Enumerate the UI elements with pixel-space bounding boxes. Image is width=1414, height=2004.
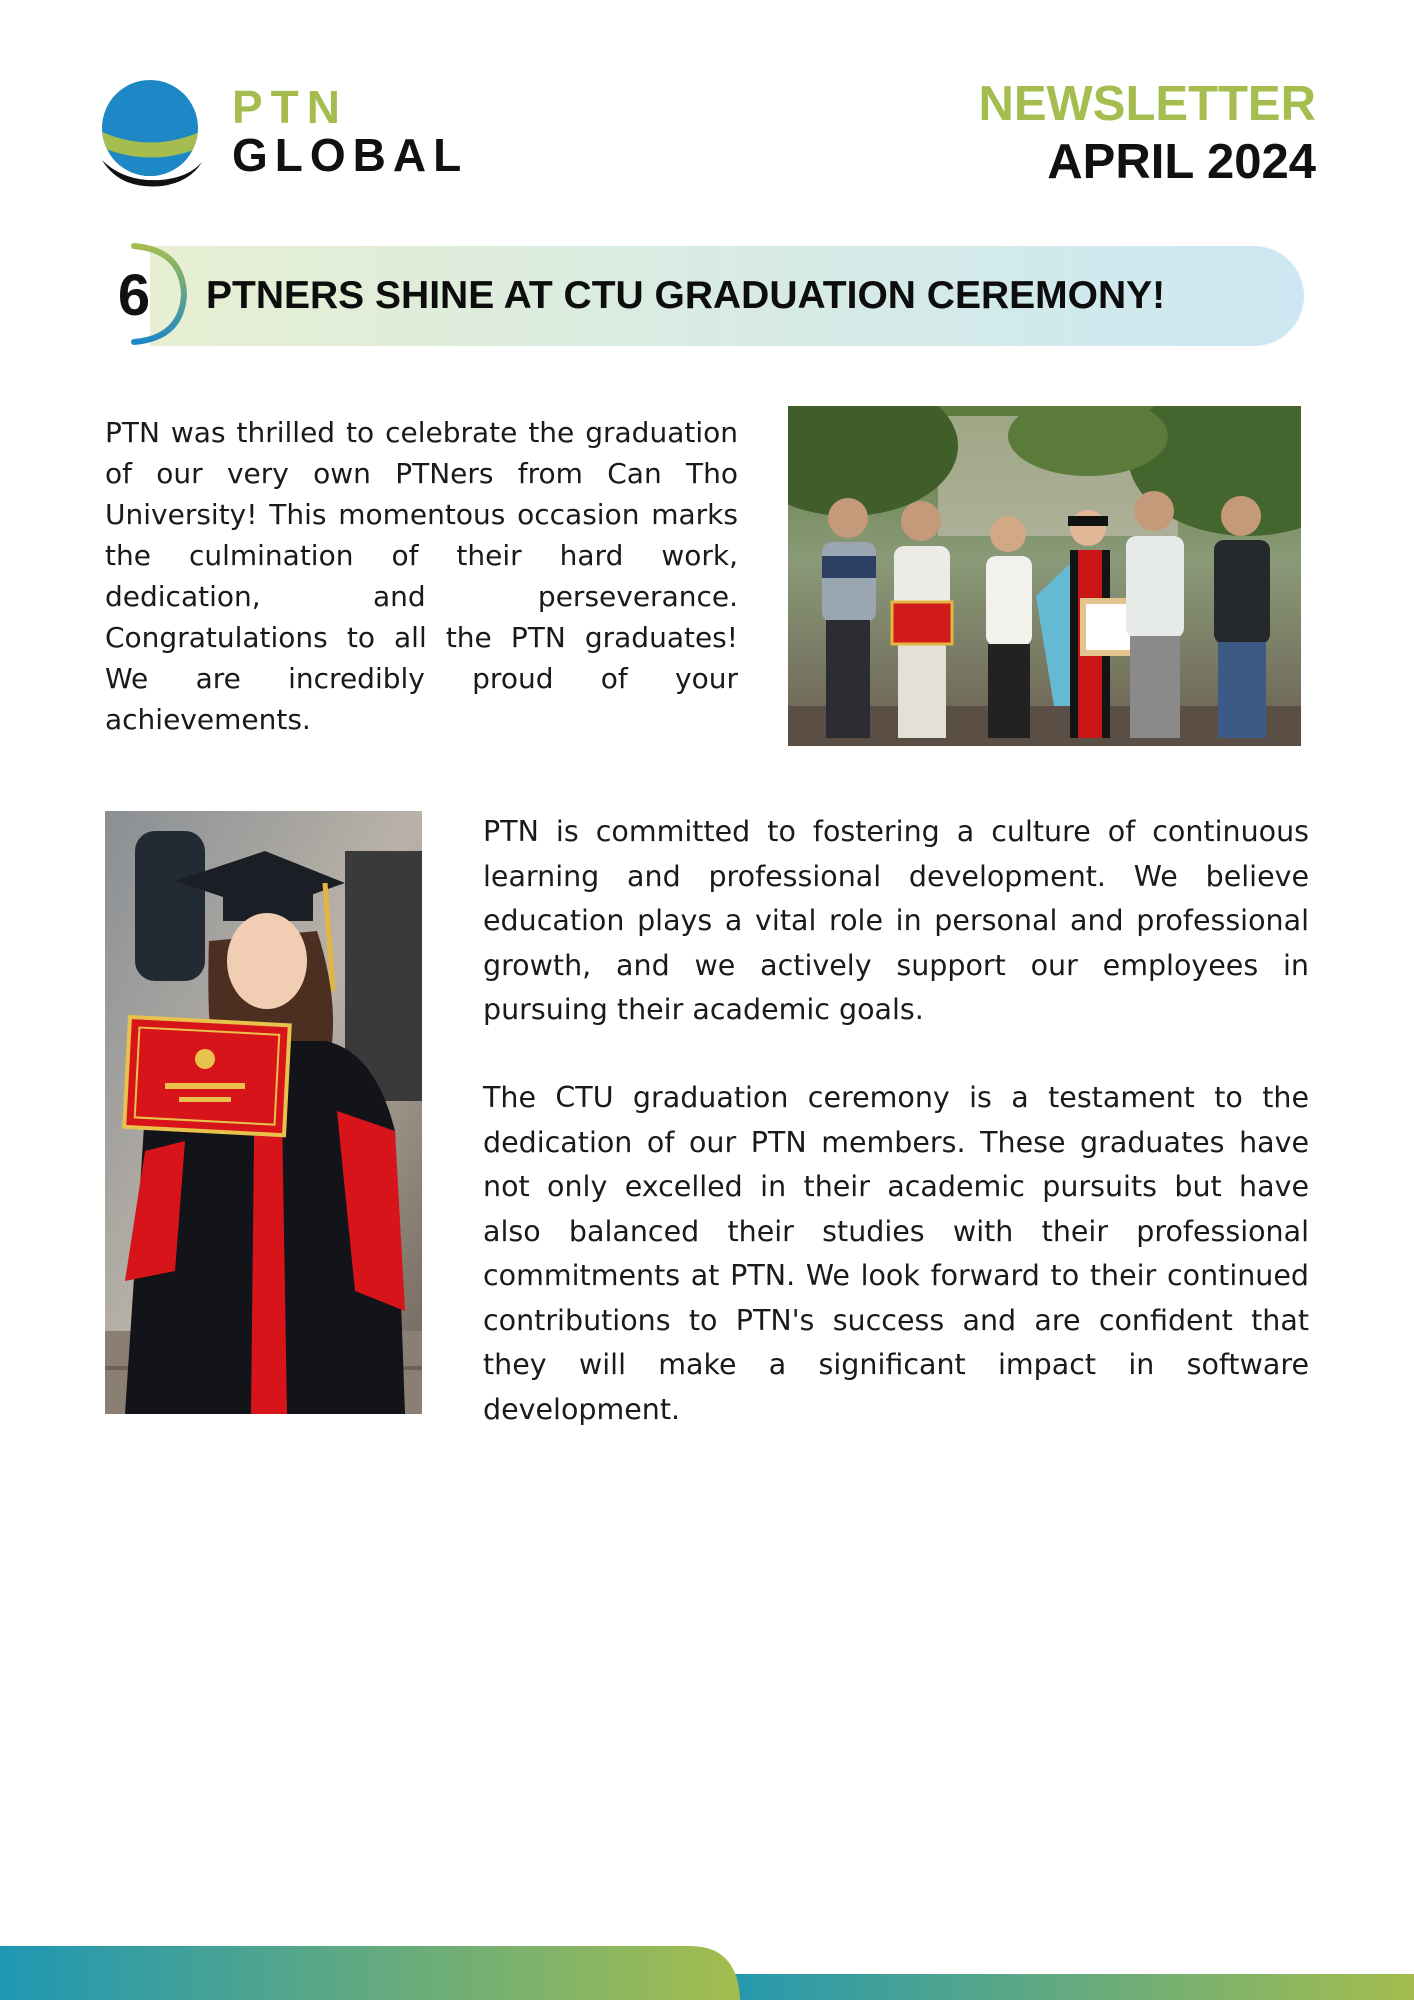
learning-culture-paragraph: PTN is committed to fostering a culture of continuous learning and professional development. We believe education plays a vital role in personal and professional growth, and we actively support our employees in pursuing their academic goals. <box>483 815 1309 1026</box>
section-title: PTNERS SHINE AT CTU GRADUATION CEREMONY! <box>206 274 1166 317</box>
intro-paragraph: PTN was thrilled to celebrate the graduation of our very own PTNers from Can Tho University! This momentous occasion marks the culmination of their hard work, dedication, and perseverance. Congratulations to all the PTN graduates! We are incredibly proud of your achievements. <box>105 416 738 736</box>
ptn-global-logo <box>98 78 208 196</box>
ceremony-paragraph: The CTU graduation ceremony is a testament to the dedication of our PTN members. These graduates have not only excelled in their academic pursuits but have also balanced their studies with their professional commitments at PTN. We look forward to their continued contributions to PTN's success and are confident that they will make a significant impact in software development. <box>483 1081 1309 1426</box>
newsletter-label: NEWSLETTER <box>978 77 1316 131</box>
issue-date: APRIL 2024 <box>1047 135 1316 189</box>
section-number: 6 <box>117 263 151 328</box>
brand-name-bottom: GLOBAL <box>232 129 469 181</box>
brand-name-top: PTN <box>232 81 348 133</box>
footer-band <box>0 1946 1414 2000</box>
group-graduation-photo <box>788 406 1301 746</box>
graduate-portrait-photo <box>105 811 422 1414</box>
